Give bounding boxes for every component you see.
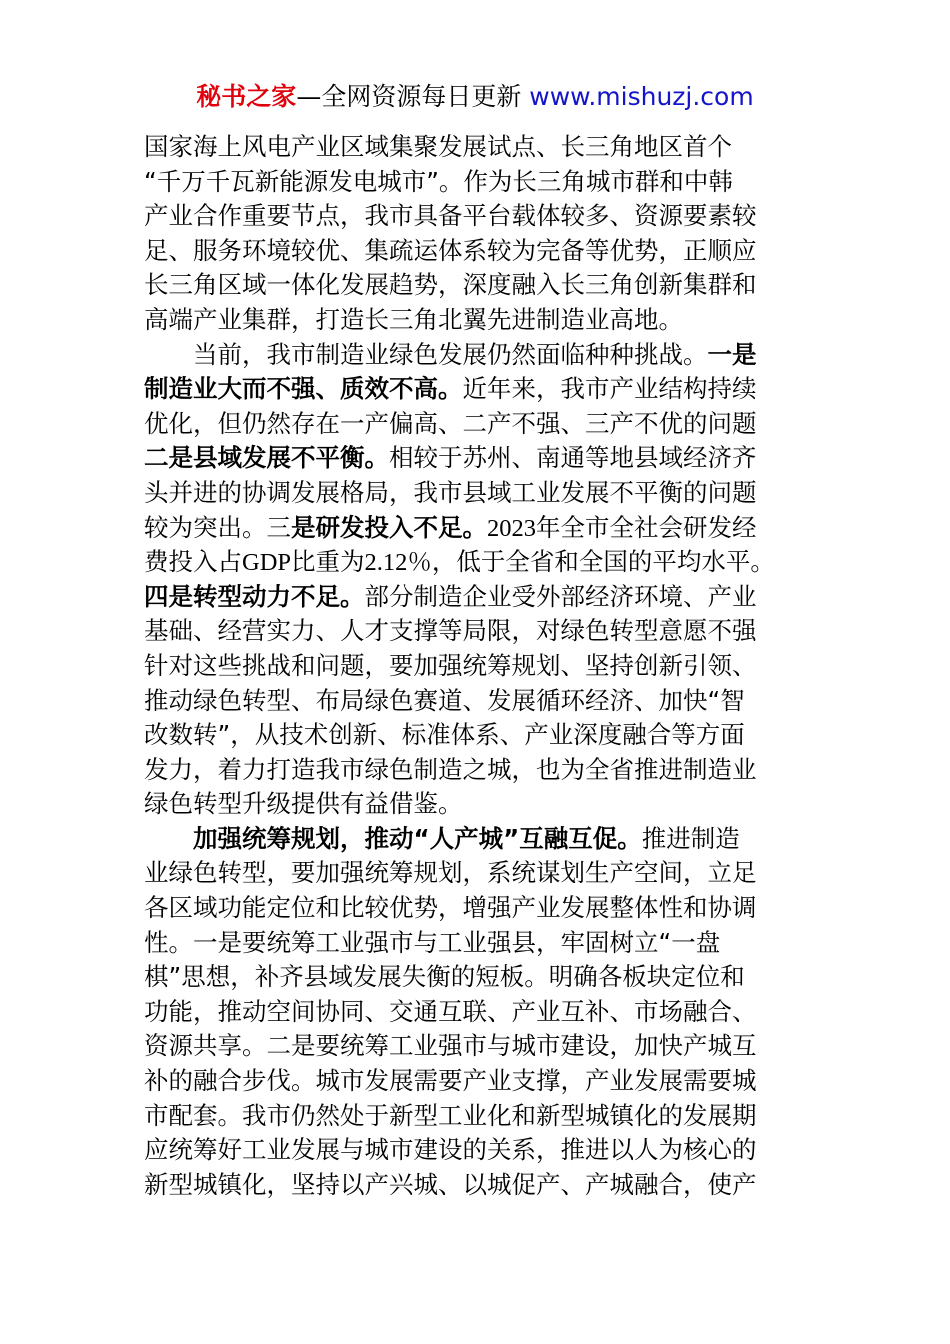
text-line bbox=[144, 1168, 824, 1203]
text-line bbox=[144, 1029, 824, 1064]
text-line bbox=[144, 960, 824, 995]
text-segment: 产业合作重要节点，我市具备平台载体较多、资源要素较 bbox=[144, 201, 757, 231]
text-segment: ％，低于全省和全国的平均水平。 bbox=[407, 547, 775, 577]
text-line bbox=[144, 199, 824, 234]
text-segment: 业绿色转型，要加强统筹规划，系统谋划生产空间，立足 bbox=[144, 858, 757, 888]
text-segment: 功能，推动空间协同、交通互联、产业互补、市场融合、 bbox=[144, 996, 757, 1026]
text-segment: 推动绿色转型、布局绿色赛道、发展循环经济、加快“智 bbox=[144, 685, 745, 715]
text-segment: 补的融合步伐。城市发展需要产业支撑，产业发展需要城 bbox=[144, 1066, 757, 1096]
text-segment: 绿色转型升级提供有益借鉴。 bbox=[144, 789, 463, 819]
site-tagline: —全网资源每日更新 bbox=[296, 82, 522, 111]
text-segment: 基础、经营实力、人才支撑等局限，对绿色转型意愿不强 bbox=[144, 616, 757, 646]
text-line bbox=[144, 407, 824, 442]
text-segment: 新型城镇化，坚持以产兴城、以城促产、产城融合，使产 bbox=[144, 1169, 757, 1199]
text-segment: 高端产业集群，打造长三角北翼先进制造业高地。 bbox=[144, 304, 683, 334]
bold-text: 二是县域发展不平衡。 bbox=[144, 443, 389, 473]
text-segment: 2023 bbox=[487, 514, 536, 542]
text-segment: 国家海上风电产业区域集聚发展试点、长三角地区首个 bbox=[144, 132, 732, 161]
text-line bbox=[144, 822, 824, 857]
text-line bbox=[144, 1064, 824, 1099]
text-segment: 年全市全社会研发经 bbox=[536, 512, 757, 542]
text-line bbox=[144, 476, 824, 511]
text-line bbox=[144, 614, 824, 649]
document-body bbox=[144, 130, 824, 1202]
text-line bbox=[144, 1099, 824, 1134]
text-line bbox=[144, 856, 824, 891]
text-line bbox=[144, 995, 824, 1030]
text-line bbox=[144, 649, 824, 684]
text-segment: 较为突出。三 bbox=[144, 512, 291, 542]
text-segment: “千万千瓦新能源发电城市”。作为长三角城市群和中韩 bbox=[144, 166, 733, 196]
text-segment: 近年来，我市产业结构持续 bbox=[462, 374, 757, 404]
site-brand: 秘书之家 bbox=[196, 82, 297, 111]
text-line bbox=[144, 338, 824, 373]
text-line bbox=[144, 372, 824, 407]
text-line bbox=[144, 718, 824, 753]
text-segment: 改数转”，从技术创新、标准体系、产业深度融合等方面 bbox=[144, 720, 745, 750]
text-segment: 足、服务环境较优、集疏运体系较为完备等优势，正顺应 bbox=[144, 235, 757, 265]
text-line bbox=[144, 684, 824, 719]
bold-text: 四是转型动力不足。 bbox=[144, 581, 365, 611]
site-url-link[interactable]: www.mishuzj.com bbox=[529, 82, 754, 111]
text-segment: 市配套。我市仍然处于新型工业化和新型城镇化的发展期 bbox=[144, 1100, 757, 1130]
bold-text: 一是 bbox=[707, 339, 757, 369]
text-line bbox=[144, 268, 824, 303]
text-line bbox=[144, 511, 824, 546]
bold-text: 是研发投入不足。 bbox=[291, 512, 487, 542]
site-header bbox=[0, 82, 950, 112]
text-segment: 棋”思想，补齐县域发展失衡的短板。明确各板块定位和 bbox=[144, 962, 745, 992]
bold-text: 制造业大而不强、质效不高。 bbox=[144, 374, 463, 404]
text-line bbox=[144, 303, 824, 338]
text-line bbox=[144, 926, 824, 961]
text-segment: 资源共享。二是要统筹工业强市与城市建设，加快产城互 bbox=[144, 1031, 757, 1061]
text-segment: 相较于苏州、南通等地县域经济齐 bbox=[389, 443, 757, 473]
text-line bbox=[144, 441, 824, 476]
text-segment: 针对这些挑战和问题，要加强统筹规划、坚持创新引领、 bbox=[144, 650, 757, 680]
text-segment: 性。一是要统筹工业强市与工业强县，牢固树立“一盘 bbox=[144, 927, 721, 957]
text-line bbox=[144, 130, 824, 165]
text-line bbox=[144, 1133, 824, 1168]
text-segment: 发力，着力打造我市绿色制造之城，也为全省推进制造业 bbox=[144, 754, 757, 784]
text-segment: 优化，但仍然存在一产偏高、二产不强、三产不优的问题 bbox=[144, 408, 757, 438]
text-segment: 2.12 bbox=[364, 549, 408, 577]
text-segment: 长三角区域一体化发展趋势，深度融入长三角创新集群和 bbox=[144, 270, 757, 300]
text-segment: 各区域功能定位和比较优势，增强产业发展整体性和协调 bbox=[144, 893, 757, 923]
text-line bbox=[144, 787, 824, 822]
text-segment: 头并进的协调发展格局，我市县域工业发展不平衡的问题 bbox=[144, 477, 757, 507]
text-line bbox=[144, 891, 824, 926]
text-line bbox=[144, 753, 824, 788]
text-segment: 应统筹好工业发展与城市建设的关系，推进以人为核心的 bbox=[144, 1135, 757, 1165]
text-line bbox=[144, 165, 824, 200]
bold-text: 加强统筹规划，推动“人产城”互融互促。 bbox=[193, 823, 642, 853]
text-segment: GDP bbox=[242, 549, 292, 577]
text-segment: 比重为 bbox=[291, 547, 365, 577]
text-line bbox=[144, 545, 824, 580]
text-segment: 部分制造企业受外部经济环境、产业 bbox=[364, 581, 757, 611]
text-segment: 费投入占 bbox=[144, 547, 242, 577]
text-line bbox=[144, 580, 824, 615]
text-segment: 当前，我市制造业绿色发展仍然面临种种挑战。 bbox=[193, 339, 708, 369]
text-line bbox=[144, 234, 824, 269]
text-segment: 推进制造 bbox=[641, 823, 740, 853]
